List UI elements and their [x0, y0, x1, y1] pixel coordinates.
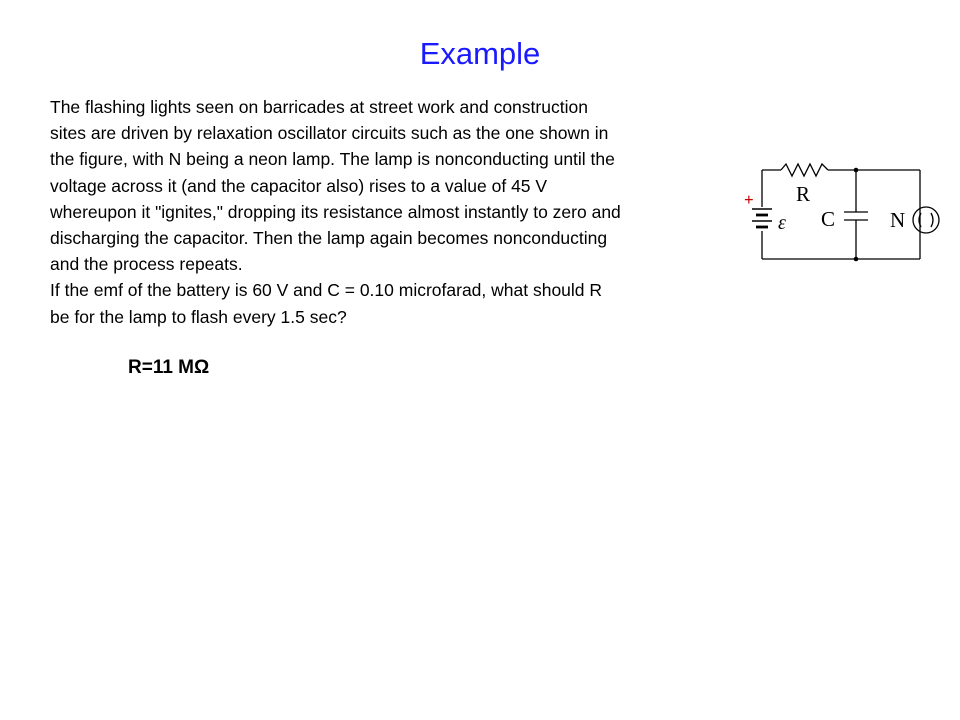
problem-line: voltage across it (and the capacitor also) rises to a value of 45 V	[50, 175, 548, 196]
neon-lamp-icon	[913, 207, 939, 233]
capacitor-label: C	[821, 207, 836, 231]
resistor-label: R	[796, 182, 811, 206]
emf-label: ε	[778, 212, 786, 234]
lamp-label: N	[890, 208, 906, 232]
problem-line: whereupon it "ignites," dropping its resistance almost instantly to zero and	[50, 201, 621, 222]
junction-dot	[854, 168, 859, 173]
problem-line: the figure, with N being a neon lamp. The lamp is nonconducting until the	[50, 149, 615, 170]
problem-line: sites are driven by relaxation oscillator circuits such as the one shown in	[50, 123, 609, 144]
answer-text: R=11 MΩ	[128, 357, 210, 378]
junction-dot	[854, 257, 859, 262]
problem-line: and the process repeats.	[50, 254, 243, 275]
battery-plus-sign: +	[744, 190, 754, 209]
problem-line: be for the lamp to flash every 1.5 sec?	[50, 306, 347, 327]
problem-line: If the emf of the battery is 60 V and C = 0.10 microfarad, what should R	[50, 280, 603, 301]
neon-lamp-electrode-right	[931, 213, 933, 227]
resistor-symbol	[781, 164, 828, 176]
rc-circuit-diagram	[736, 155, 948, 270]
problem-line: The flashing lights seen on barricades at street work and construction	[50, 97, 588, 117]
problem-line: discharging the capacitor. Then the lamp again becomes nonconducting	[50, 228, 608, 249]
slide-title: Example	[419, 36, 541, 71]
problem-text	[50, 94, 755, 330]
